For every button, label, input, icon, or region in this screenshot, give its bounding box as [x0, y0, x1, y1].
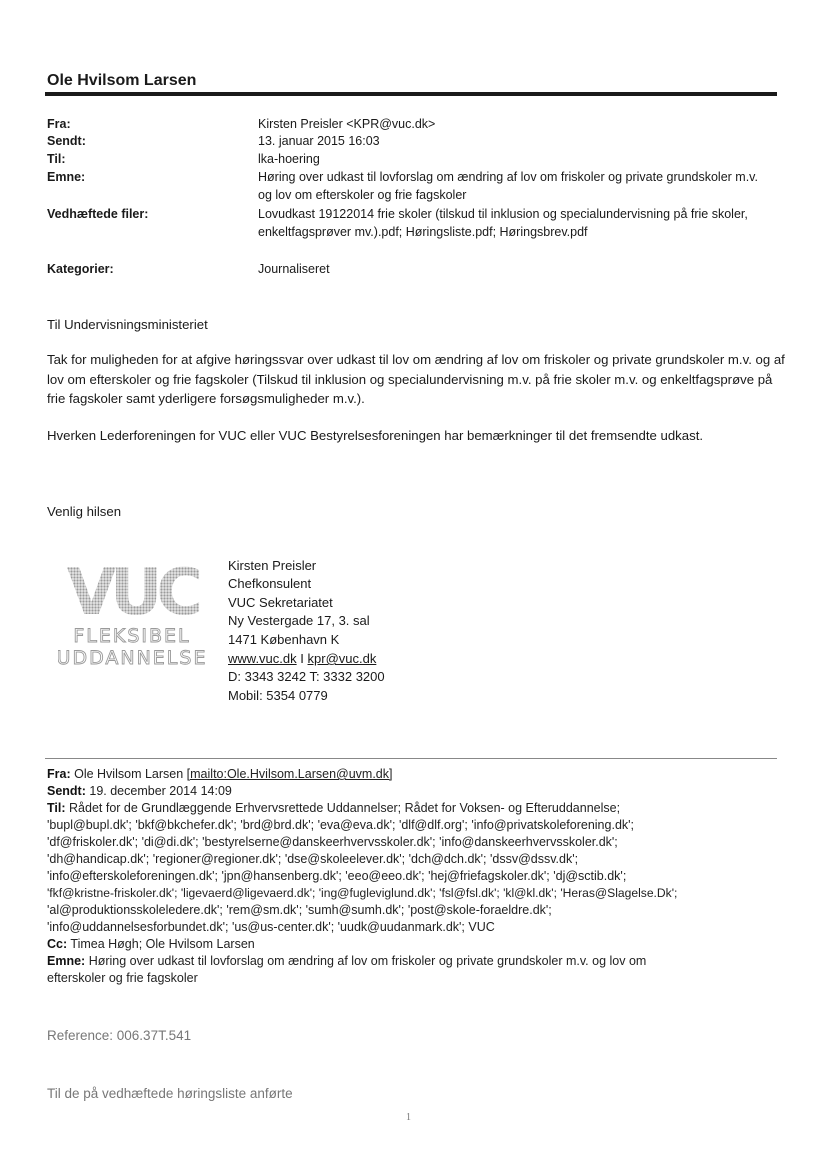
fwd-sent-value: 19. december 2014 14:09 — [89, 784, 232, 798]
fwd-subject-line — [47, 953, 792, 969]
attachments-value[interactable]: Lovudkast 19122014 frie skoler (tilskud til inklusion og specialundervisning på frie skoler, enkeltfagsprøver mv.).pdf; Høringsliste.pdf; Høringsbrev.pdf — [258, 207, 748, 239]
recipient-note: Til de på vedhæftede høringsliste anførte — [47, 1086, 293, 1101]
fwd-sent-line — [47, 783, 792, 799]
subject-value: Høring over udkast til lovforslag om ændring af lov om friskoler og private grundskoler m.v. og lov om efterskoler og frie fagskoler — [258, 170, 758, 202]
subject-label: Emne: — [47, 170, 86, 184]
from-value: Kirsten Preisler <KPR@vuc.dk> — [258, 117, 436, 131]
vuc-logo-line2: UDDANNELSE — [58, 647, 206, 667]
title-divider — [45, 92, 777, 96]
fwd-from-line — [47, 766, 792, 782]
link-separator: I — [300, 651, 304, 666]
fwd-subject-label: Emne: — [47, 954, 86, 968]
fwd-to-recipients-8: 'info@uddannelsesforbundet.dk'; 'us@us-center.dk'; 'uudk@uudanmark.dk'; VUC — [47, 920, 495, 934]
sent-value: 13. januar 2015 16:03 — [258, 134, 380, 148]
website-link[interactable]: www.vuc.dk — [228, 651, 297, 666]
fwd-to-recipients-4: 'dh@handicap.dk'; 'regioner@regioner.dk'; 'dse@skoleelever.dk'; 'dch@dch.dk'; 'dssv@dssv.dk'; — [47, 852, 579, 866]
fwd-to-recipients-2: 'bupl@bupl.dk'; 'bkf@bkchefer.dk'; 'brd@brd.dk'; 'eva@eva.dk'; 'dlf@dlf.org'; 'info@privatskoleforening.dk'; — [47, 818, 634, 832]
from-label: Fra: — [47, 117, 71, 131]
body-closing: Venlig hilsen — [47, 504, 122, 519]
fwd-cc-line — [47, 936, 792, 952]
signature-unit: VUC Sekretariatet — [228, 595, 333, 610]
signature-role: Chefkonsulent — [228, 576, 312, 591]
sent-label: Sendt: — [47, 134, 86, 148]
fwd-to-recipients-3: 'df@friskoler.dk'; 'di@di.dk'; 'bestyrelserne@danskeerhvervsskoler.dk'; 'info@danskeerhvervsskoler.dk'; — [47, 835, 618, 849]
fwd-sent-label: Sendt: — [47, 784, 86, 798]
categories-label: Kategorier: — [47, 262, 114, 276]
vuc-logo-graphic — [58, 552, 206, 667]
fwd-to-recipients-6: 'fkf@kristne-friskoler.dk'; 'ligevaerd@ligevaerd.dk'; 'ing@fugleviglund.dk'; 'fsl@fsl.dk'; 'kl@kl.dk'; 'Heras@Slagelse.Dk'; — [47, 886, 678, 900]
fwd-to-label: Til: — [47, 801, 66, 815]
forward-divider — [45, 758, 777, 759]
signature-city: 1471 København K — [228, 632, 340, 647]
email-link[interactable]: kpr@vuc.dk — [307, 651, 377, 666]
signature-name: Kirsten Preisler — [228, 558, 317, 573]
vuc-logo — [58, 552, 206, 667]
signature-links — [228, 650, 376, 669]
to-value: lka-hoering — [258, 152, 320, 166]
vuc-logo-line1: FLEKSIBEL — [73, 625, 191, 647]
body-paragraph-2: Hverken Lederforeningen for VUC eller VUC Bestyrelsesforeningen har bemærkninger til det fremsendte udkast. — [47, 428, 704, 443]
signature-mobile: Mobil: 5354 0779 — [228, 688, 328, 703]
fwd-to-recipients-7: 'al@produktionsskoleledere.dk'; 'rem@sm.dk'; 'sumh@sumh.dk'; 'post@skole-foraeldre.dk'; — [47, 903, 552, 917]
page-number: 1 — [406, 1112, 411, 1123]
body-paragraph-1: Tak for muligheden for at afgive høringssvar over udkast til lov om ændring af lov om friskoler og private grundskoler m.v. og af lov om efterskoler og frie fagskoler (Tilskud til inklusion og specialundervisning m.v. på frie skoler m.v. og enkeltfagsprøve på frie fagskoler samt yderligere forsøgsmuligheder m.v.). — [47, 352, 785, 406]
fwd-to-recipients-5: 'info@efterskoleforeningen.dk'; 'jpn@hansenberg.dk'; 'eeo@eeo.dk'; 'hej@friefagskoler.dk'; 'dj@sctib.dk'; — [47, 869, 627, 883]
signature-phones: D: 3343 3242 T: 3332 3200 — [228, 669, 385, 684]
fwd-to-line — [47, 800, 792, 816]
fwd-from-mailto-link[interactable]: [mailto:Ole.Hvilsom.Larsen@uvm.dk] — [186, 767, 393, 781]
fwd-subject-continued: efterskoler og frie fagskoler — [47, 971, 198, 985]
fwd-subject-value: Høring over udkast til lovforslag om ændring af lov om friskoler og private grundskoler m.v. og lov om — [88, 954, 647, 968]
page-title: Ole Hvilsom Larsen — [47, 72, 197, 89]
fwd-cc-value: Timea Høgh; Ole Hvilsom Larsen — [70, 937, 255, 951]
fwd-to-recipients-1: Rådet for de Grundlæggende Erhvervsrettede Uddannelser; Rådet for Voksen- og Efteruddannelse; — [69, 801, 621, 815]
fwd-from-label: Fra: — [47, 767, 71, 781]
to-label: Til: — [47, 152, 66, 166]
attachments-label: Vedhæftede filer: — [47, 207, 149, 221]
body-recipient: Til Undervisningsministeriet — [47, 317, 208, 332]
fwd-from-value: Ole Hvilsom Larsen — [74, 767, 184, 781]
vuc-logo-mark: VUC — [66, 556, 198, 630]
reference-text: Reference: 006.37T.541 — [47, 1028, 192, 1043]
fwd-cc-label: Cc: — [47, 937, 68, 951]
signature-street: Ny Vestergade 17, 3. sal — [228, 613, 370, 628]
categories-value: Journaliseret — [258, 262, 330, 276]
